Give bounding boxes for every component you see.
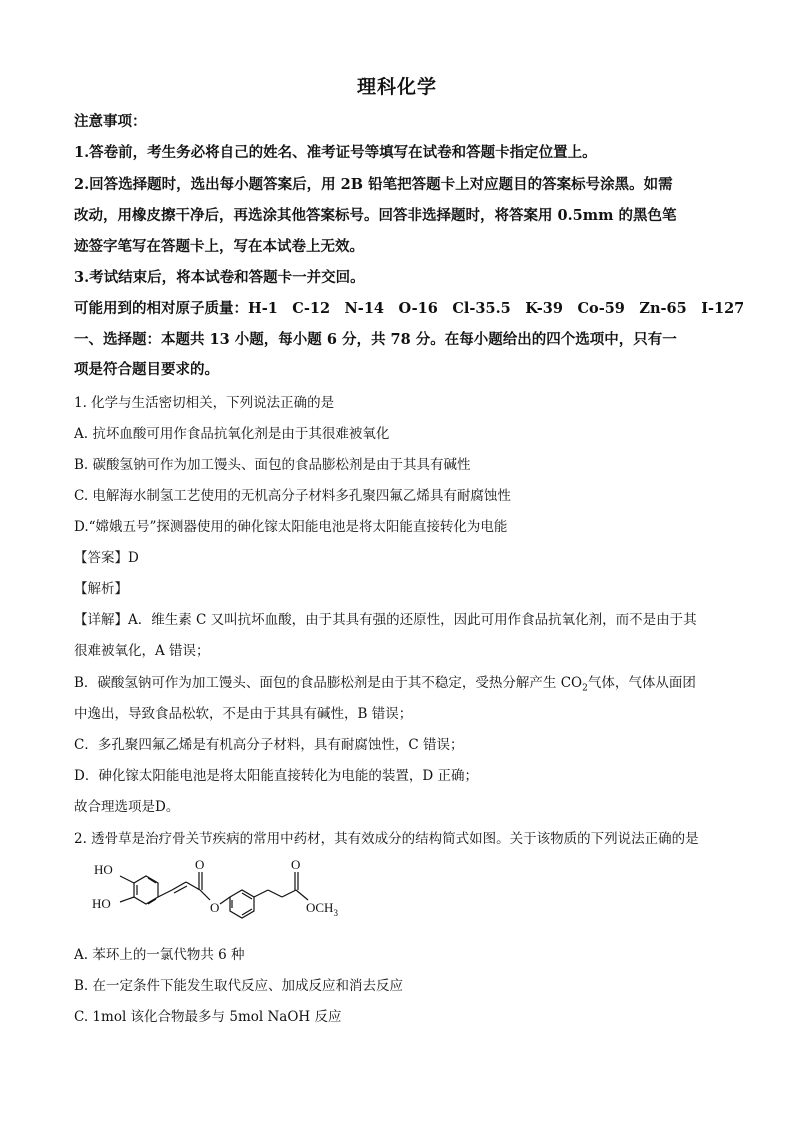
- q1-detail-line-1: 【详解】A．维生素 C 又叫抗坏血酸，由于其具有强的还原性，因此可用作食品抗氧化剂，而不是由于其: [74, 612, 697, 628]
- methoxy-subscript: 3: [333, 908, 338, 918]
- co2-subscript: 2: [582, 683, 588, 694]
- notice-item-2-line-1: 2.回答选择题时，选出每小题答案后，用 2B 铅笔把答题卡上对应题目的答案标号涂黑。如需: [74, 176, 673, 193]
- q1-detail-line-3: [74, 671, 724, 694]
- q1-option-c: C. 电解海水制氢工艺使用的无机高分子材料多孔聚四氟乙烯具有耐腐蚀性: [74, 488, 511, 504]
- q2-option-a: A. 苯环上的一氯代物共 6 种: [74, 947, 245, 963]
- q2-option-b: B. 在一定条件下能发生取代反应、加成反应和消去反应: [74, 978, 404, 994]
- q1-detail-line-2: 很难被氧化，A 错误；: [74, 643, 210, 659]
- carbonyl-o-label-1: O: [195, 857, 205, 872]
- q1-analysis-label: 【解析】: [74, 581, 128, 597]
- q1-option-b: B. 碳酸氢钠可作为加工馒头、面包的食品膨松剂是由于其具有碱性: [74, 457, 471, 473]
- ho-label-bottom: HO: [92, 896, 111, 911]
- q1-answer: 【答案】D: [74, 550, 139, 566]
- methoxy-label: [306, 900, 338, 918]
- notice-item-3: 3.考试结束后，将本试卷和答题卡一并交回。: [74, 269, 365, 286]
- notice-heading: 注意事项：: [74, 113, 147, 130]
- q1-option-d: D.“嫦娥五号”探测器使用的砷化镓太阳能电池是将太阳能直接转化为电能: [74, 519, 508, 535]
- q1-stem: 1. 化学与生活密切相关，下列说法正确的是: [74, 395, 335, 411]
- methoxy-text: OCH: [306, 900, 334, 915]
- q2-option-c: C. 1mol 该化合物最多与 5mol NaOH 反应: [74, 1009, 342, 1025]
- structural-formula: [74, 852, 394, 934]
- q1-detail-line-3a: B．碳酸氢钠可作为加工馒头、面包的食品膨松剂是由于其不稳定，受热分解产生 CO: [74, 675, 583, 691]
- notice-item-2-line-2: 改动，用橡皮擦干净后，再选涂其他答案标号。回答非选择题时，将答案用 0.5mm 的黑色笔: [74, 207, 677, 224]
- q1-detail-line-3b: 气体，气体从面团: [587, 675, 696, 691]
- q1-detail-line-7: 故合理选项是D。: [74, 799, 180, 815]
- page-title: 理科化学: [356, 76, 437, 98]
- q1-detail-line-4: 中逸出，导致食品松软，不是由于其具有碱性，B 错误；: [74, 706, 413, 722]
- ho-label-top: HO: [94, 862, 113, 877]
- q1-detail-line-5: C．多孔聚四氟乙烯是有机高分子材料，具有耐腐蚀性，C 错误；: [74, 737, 464, 753]
- ester-o-label: O: [210, 900, 220, 915]
- carbonyl-o-label-2: O: [291, 857, 301, 872]
- notice-item-2-line-3: 迹签字笔写在答题卡上，写在本试卷上无效。: [74, 238, 364, 255]
- q1-detail-line-6: D．砷化镓太阳能电池是将太阳能直接转化为电能的装置，D 正确；: [74, 768, 478, 784]
- atomic-masses: 可能用到的相对原子质量：H-1 C-12 N-14 O-16 Cl-35.5 K-39 Co-59 Zn-65 I-127: [74, 300, 745, 317]
- q2-stem: 2. 透骨草是治疗骨关节疾病的常用中药材，其有效成分的结构简式如图。关于该物质的下列说法正确的是: [74, 831, 699, 847]
- section-heading-line-2: 项是符合题目要求的。: [74, 361, 219, 378]
- section-heading-line-1: 一、选择题：本题共 13 小题，每小题 6 分，共 78 分。在每小题给出的四个选项中，只有一: [74, 331, 677, 348]
- notice-item-1: 1.答卷前，考生务必将自己的姓名、准考证号等填写在试卷和答题卡指定位置上。: [74, 144, 597, 161]
- q1-option-a: A. 抗坏血酸可用作食品抗氧化剂是由于其很难被氧化: [74, 426, 390, 442]
